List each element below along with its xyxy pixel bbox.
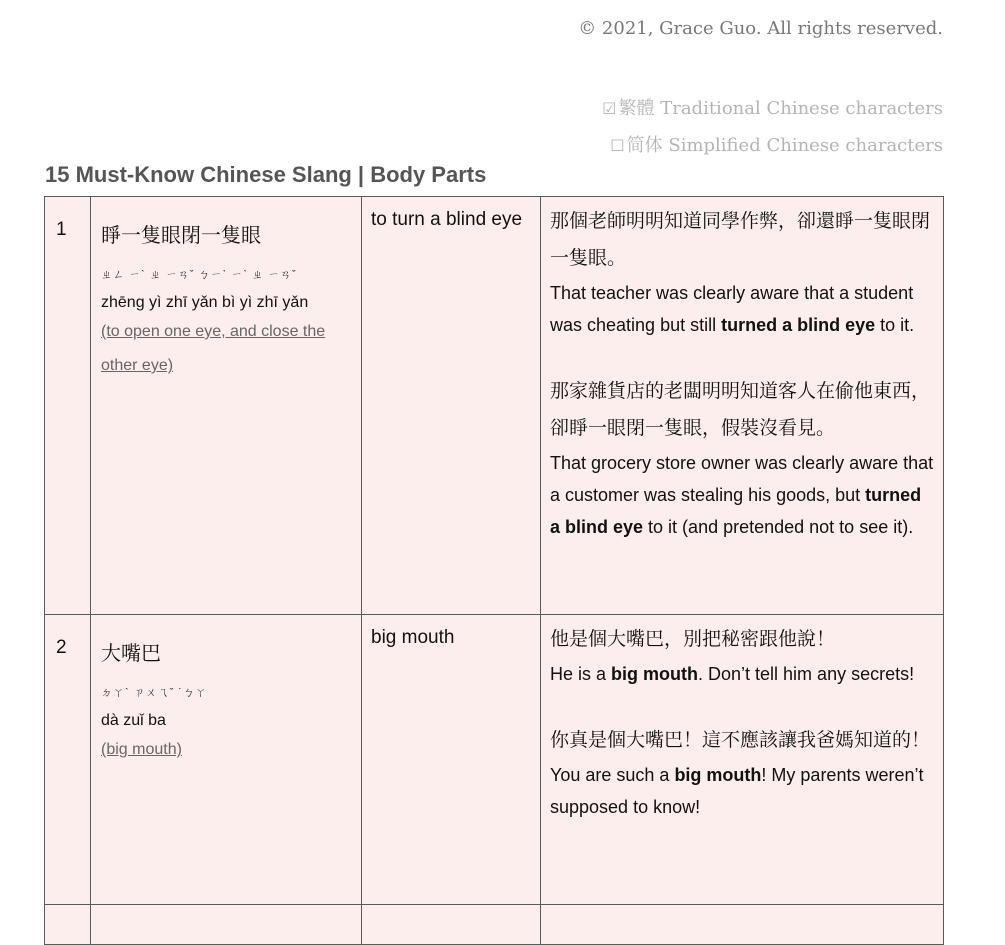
meaning-cell: big mouth [362, 615, 541, 905]
term-literal-link[interactable]: (big mouth) [101, 741, 182, 758]
example-chinese: 那家雜貨店的老闆明明知道客人在偷他東西，卻睜一眼閉一隻眼，假裝沒看見。 [550, 380, 931, 439]
row-number: 2 [45, 615, 91, 905]
simplified-toggle-label: 简体 Simplified Chinese characters [626, 135, 943, 156]
traditional-toggle[interactable] [602, 90, 943, 127]
meaning-cell: to turn a blind eye [362, 197, 541, 615]
table-row [45, 905, 944, 945]
example-chinese: 那個老師明明知道同學作弊，卻還睜一隻眼閉一隻眼。 [550, 210, 931, 269]
term-zhuyin: ㄓㄥ ㄧˋ ㄓ ㄧㄢˇ ㄅㄧˋ ㄧˋ ㄓ ㄧㄢˇ [101, 269, 297, 281]
row-number: 1 [45, 197, 91, 615]
copyright-notice: © 2021, Grace Guo. All rights reserved. [578, 18, 943, 39]
term-cell [91, 615, 362, 905]
section-title: 15 Must-Know Chinese Slang | Body Parts [45, 162, 487, 187]
example-chinese: 你真是個大嘴巴！這不應該讓我爸媽知道的！ [550, 729, 931, 751]
example-english: That teacher was clearly aware that a student was cheating but still turned a blind eye to it. [550, 283, 915, 335]
checkbox-unchecked-icon[interactable]: ☐ [610, 136, 625, 155]
simplified-toggle[interactable] [602, 127, 943, 164]
example-english: He is a big mouth. Don’t tell him any secrets! [550, 664, 915, 684]
term-hanzi: 大嘴巴 [101, 641, 161, 665]
term-cell [91, 197, 362, 615]
term-hanzi: 睜一隻眼閉一隻眼 [101, 223, 261, 247]
checkbox-checked-icon[interactable]: ☑ [602, 99, 617, 118]
table-row [45, 615, 944, 905]
term-pinyin: dà zuǐ ba [101, 712, 166, 729]
table-row [45, 197, 944, 615]
term-literal-link[interactable]: (to open one eye, and close the other eye) [101, 323, 326, 374]
traditional-toggle-label: 繁體 Traditional Chinese characters [618, 98, 943, 119]
term-zhuyin: ㄉㄚˋ ㄗㄨㄟˇ ˙ㄅㄚ [101, 687, 208, 699]
examples-cell [541, 197, 944, 615]
script-toggle-group [602, 90, 943, 164]
example-english: That grocery store owner was clearly aware that a customer was stealing his goods, but turned a blind eye to it (and pretended not to see it). [550, 453, 934, 537]
example-english: You are such a big mouth! My parents weren’t supposed to know! [550, 765, 924, 817]
example-chinese: 他是個大嘴巴，別把秘密跟他說！ [550, 628, 836, 650]
slang-table [44, 196, 944, 945]
examples-cell [541, 615, 944, 905]
term-pinyin: zhēng yì zhī yǎn bì yì zhī yǎn [101, 294, 309, 311]
